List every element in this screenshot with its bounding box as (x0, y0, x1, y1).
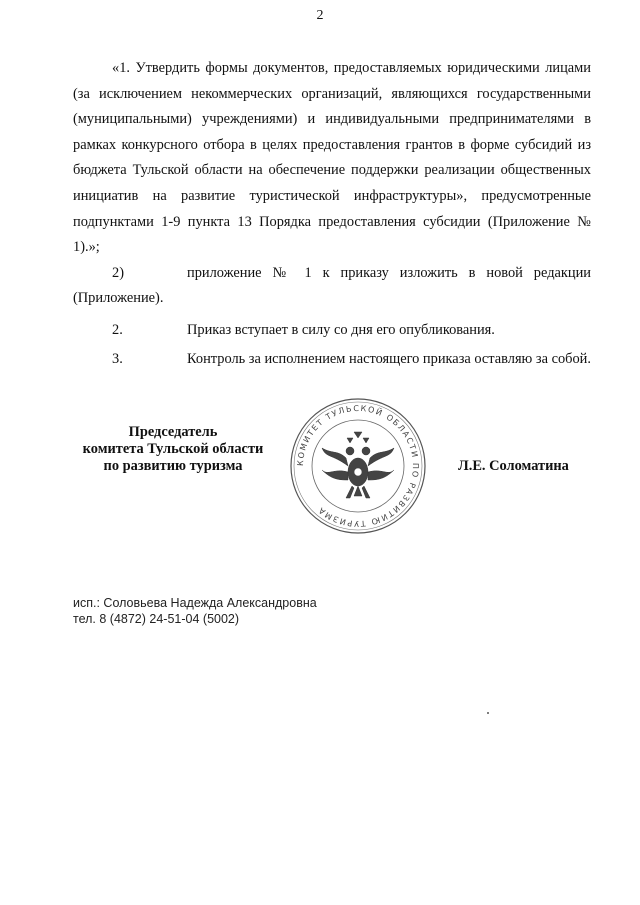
executor-phone: тел. 8 (4872) 24-51-04 (5002) (73, 612, 240, 626)
item-number: 3. (112, 350, 123, 367)
signatory-title-line: по развитию туризма (103, 458, 243, 474)
paragraph-approve-forms: «1. Утвердить формы документов, предоставляемых юридическими лицами (за исключением некоммерческих организаций, являющихся государственными (муниципальными) учреждениями) и индивидуальными предпринимателями в рамках конкурсного отбора в целях предоставления грантов в форме субсидий из бюджета Тульской области на обеспечение поддержки реализации общественных инициатив на развитие туристической инфраструктуры», предусмотренные подпунктами 1-9 пункта 13 Порядка предоставления субсидии (Приложение № 1).»; (73, 60, 591, 256)
signature-block (73, 403, 593, 554)
executor-info (73, 595, 317, 627)
official-seal-icon (288, 396, 428, 536)
scan-speck (487, 712, 489, 714)
item-number: 2. (112, 321, 123, 338)
item-number: 2) (112, 264, 124, 281)
signatory-title-line: Председатель (128, 424, 218, 440)
executor-name: исп.: Соловьева Надежда Александровна (73, 596, 317, 610)
page-number: 2 (316, 8, 324, 23)
list-item (73, 347, 591, 373)
item-text: приложение № 1 к приказу изложить в новой редакции (187, 264, 591, 281)
list-item (73, 261, 591, 312)
item-text: Контроль за исполнением настоящего приказа оставляю за собой. (187, 350, 591, 367)
signatory-title (73, 424, 273, 475)
signatory-name: Л.Е. Соломатина (458, 458, 569, 474)
seal-text: КОМИТЕТ ТУЛЬСКОЙ ОБЛАСТИ ПО РАЗВИТИЮ ТУРИЗМА (295, 403, 421, 529)
list-item (73, 318, 591, 344)
document-body (73, 56, 591, 372)
item-text: Приказ вступает в силу со дня его опубликования. (187, 321, 495, 338)
signatory-title-line: комитета Тульской области (82, 441, 264, 457)
item-text-continuation: (Приложение). (73, 290, 164, 307)
